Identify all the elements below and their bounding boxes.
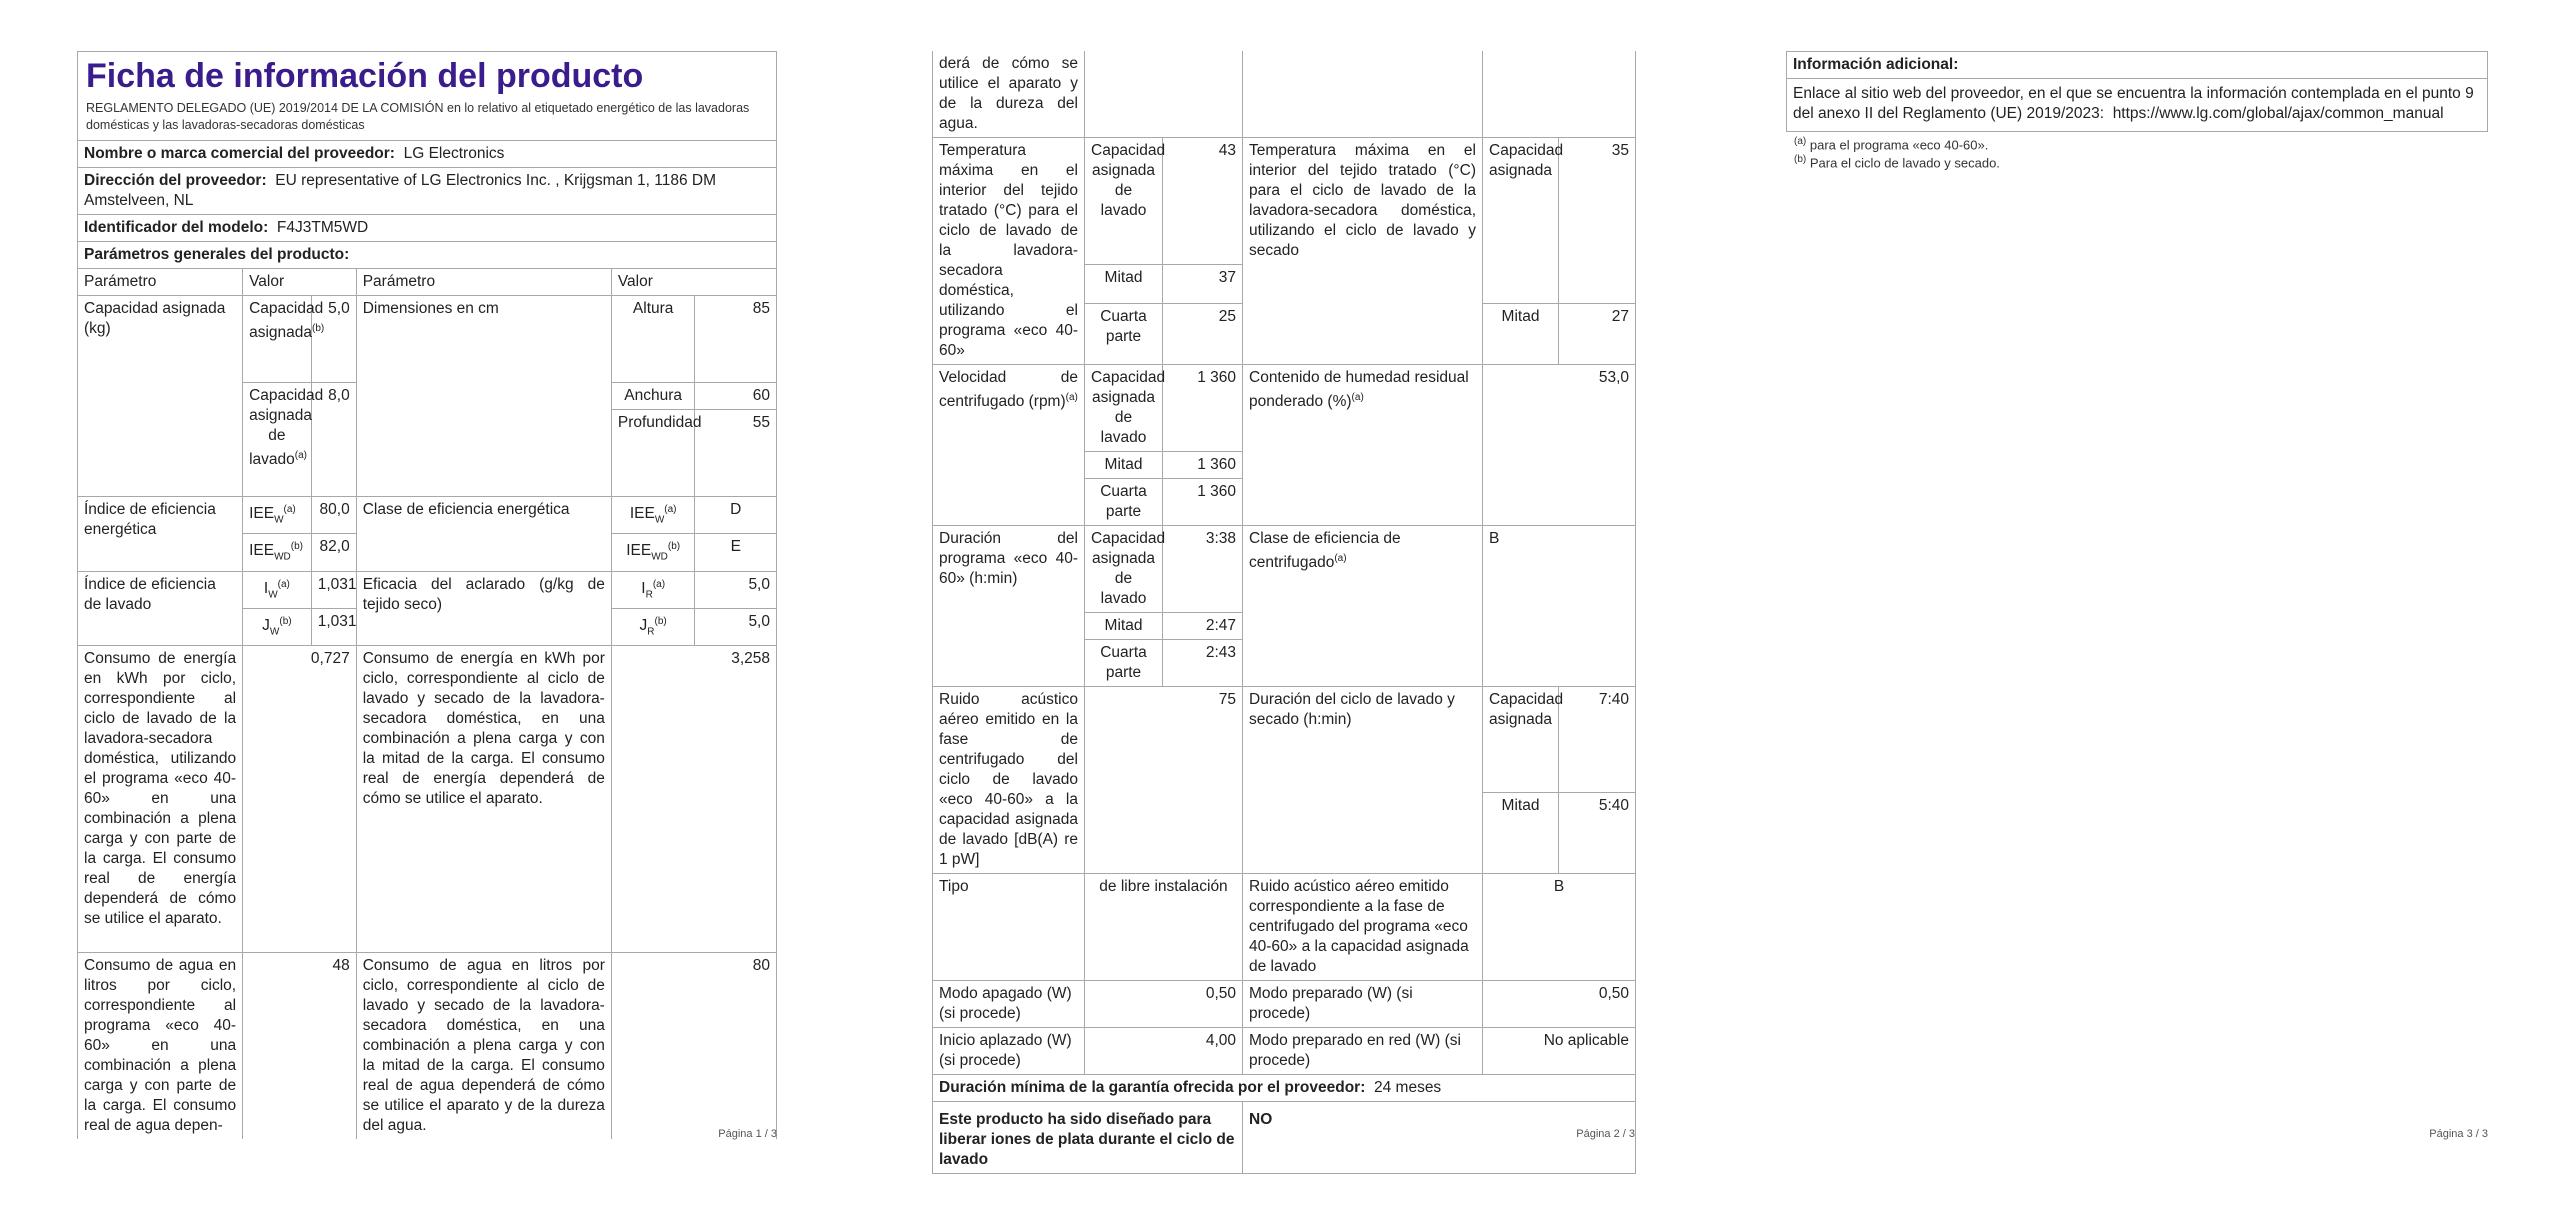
eei-wd-symbol: $IEE_{WD}^{(b)}$ <box>243 534 312 571</box>
water-washdry-label: Consumo de agua en litros por ciclo, correspondiente al ciclo de lavado y secado de la lavadora-secadora doméstica, en una combinación a plena carga y con la mitad de la carga. El consumo real de agua dependerá de cómo se utilice el aparato y de la dureza del agua. <box>356 953 611 1140</box>
spin-rated-value: 1 360 <box>1163 365 1243 452</box>
noise-class-label: Ruido acústico aéreo emitido correspondiente a la fase de centrifugado del programa «eco 40-60» a la capacidad asignada de lavado <box>1243 874 1483 981</box>
temp-washdry-label: Temperatura máxima en el interior del tejido tratado (°C) para el ciclo de lavado de la lavadora-secadora doméstica, utilizando el ciclo de lavado y secado <box>1243 138 1483 365</box>
standby-value: 0,50 <box>1483 981 1636 1028</box>
warranty-row <box>933 1075 1636 1102</box>
page-number-3: Página 3 / 3 <box>2429 1128 2488 1140</box>
washdry-duration-half-label: Mitad <box>1483 793 1559 874</box>
iw-value: 1,031 <box>311 571 356 608</box>
duration-half-value: 2:47 <box>1163 613 1243 640</box>
spin-half-label: Mitad <box>1085 452 1163 479</box>
network-standby-value: No aplicable <box>1483 1028 1636 1075</box>
spin-class-value: B <box>1483 526 1636 687</box>
product-info-table-page2 <box>932 51 1636 1174</box>
spin-half-value: 1 360 <box>1163 452 1243 479</box>
model-row <box>78 215 777 242</box>
additional-info-table <box>1786 51 2488 132</box>
ir-value: 5,0 <box>695 571 777 608</box>
eclass-wd-value: E <box>695 534 777 571</box>
ir-symbol: $I_R^{(a)}$ <box>611 571 695 608</box>
delay-start-label: Inicio aplazado (W) (si procede) <box>933 1028 1085 1075</box>
jw-value: 1,031 <box>311 608 356 645</box>
col-value-1: Valor <box>243 269 357 296</box>
duration-rated-value: 3:38 <box>1163 526 1243 613</box>
duration-rated-label: Capacidad asignada de lavado <box>1085 526 1163 613</box>
temp-washdry-rated-label: Capacidad asignada <box>1483 138 1559 304</box>
eei-w-value: 80,0 <box>311 497 356 534</box>
silver-ions-value: NO <box>1243 1102 1636 1174</box>
height-value: 85 <box>695 296 777 383</box>
page-number-2: Página 2 / 3 <box>1576 1128 1635 1140</box>
jr-symbol: $J_R^{(b)}$ <box>611 608 695 645</box>
eei-label: Índice de eficiencia energética <box>78 497 243 572</box>
spin-quarter-label: Cuarta parte <box>1085 479 1163 526</box>
eclass-wd-symbol: $IEE_{WD}^{(b)}$ <box>611 534 695 571</box>
address-value: EU representative of LG Electronics Inc. , Krijgsman 1, 1186 DM Amstelveen, NL <box>84 172 717 209</box>
depth-label: Profundidad <box>611 410 695 497</box>
type-label: Tipo <box>933 874 1085 981</box>
warranty-label: Duración mínima de la garantía ofrecida por el proveedor: <box>939 1079 1366 1096</box>
energy-wash-label: Consumo de energía en kWh por ciclo, correspondiente al ciclo de lavado de la lavadora-secadora doméstica, utilizando el programa «eco 40-60» en una combinación a plena carga y con parte de la carga. El consumo real de energía dependerá de cómo se utilice el aparato. <box>78 646 243 953</box>
temp-wash-quarter-value: 25 <box>1163 304 1243 365</box>
silver-ions-label: Este producto ha sido diseñado para liberar iones de plata durante el ciclo de lavado <box>933 1102 1243 1174</box>
eclass-w-symbol: $IEE_W^{(a)}$ <box>611 497 695 534</box>
spin-quarter-value: 1 360 <box>1163 479 1243 526</box>
continued-cell-3 <box>1243 51 1483 138</box>
jr-value: 5,0 <box>695 608 777 645</box>
temp-wash-half-label: Mitad <box>1085 264 1163 303</box>
regulation-text: REGLAMENTO DELEGADO (UE) 2019/2014 DE LA COMISIÓN en lo relativo al etiquetado energético de las lavadoras domésticas y las lavadoras-secadoras domésticas <box>86 101 750 132</box>
washdry-duration-label: Duración del ciclo de lavado y secado (h:min) <box>1243 687 1483 874</box>
washdry-duration-rated-label: Capacidad asignada <box>1483 687 1559 793</box>
footnote-a: $^{(a)}$ para el programa «eco 40-60». <box>1794 136 1989 153</box>
general-params-row <box>78 242 777 269</box>
network-standby-label: Modo preparado en red (W) (si procede) <box>1243 1028 1483 1075</box>
additional-info-text: Enlace al sitio web del proveedor, en el que se encuentra la información contemplada en el punto 9 del anexo II del Reglamento (UE) 2019/2023: <box>1793 85 2474 122</box>
energy-wash-value: 0,727 <box>243 646 357 953</box>
address-row <box>78 168 777 215</box>
water-washdry-value: 80 <box>611 953 776 1140</box>
noise-class-value: B <box>1483 874 1636 981</box>
temp-wash-quarter-label: Cuarta parte <box>1085 304 1163 365</box>
page-2 <box>932 0 1635 1207</box>
product-info-table-page1 <box>77 51 777 1139</box>
wash-index-label: Índice de eficiencia de lavado <box>78 571 243 646</box>
additional-info-header <box>1787 52 2488 79</box>
energy-washdry-value: 3,258 <box>611 646 776 953</box>
eei-wd-value: 82,0 <box>311 534 356 571</box>
warranty-value: 24 meses <box>1373 1079 1442 1096</box>
page-3 <box>1786 0 2488 1207</box>
dimensions-label: Dimensiones en cm <box>356 296 611 497</box>
moisture-label: Contenido de humedad residual ponderado (%)$^{(a)}$ <box>1243 365 1483 526</box>
moisture-value: 53,0 <box>1483 365 1636 526</box>
additional-info-label: Información adicional: <box>1793 56 1959 73</box>
capacity-wash-value: 8,0 <box>311 383 356 497</box>
supplier-row <box>78 141 777 168</box>
standby-label: Modo preparado (W) (si procede) <box>1243 981 1483 1028</box>
delay-start-value: 4,00 <box>1085 1028 1243 1075</box>
continued-value-cell <box>1085 51 1243 138</box>
col-value-2: Valor <box>611 269 776 296</box>
additional-info-body <box>1787 79 2488 132</box>
off-mode-value: 0,50 <box>1085 981 1243 1028</box>
water-wash-value: 48 <box>243 953 357 1140</box>
continued-cell-4 <box>1483 51 1636 138</box>
water-wash-label: Consumo de agua en litros por ciclo, correspondiente al programa «eco 40-60» en una combinación a plena carga y con parte de la carga. El consumo real de agua depen- <box>78 953 243 1140</box>
height-label: Altura <box>611 296 695 383</box>
capacity-label: Capacidad asignada (kg) <box>78 296 243 497</box>
supplier-value: LG Electronics <box>403 145 505 162</box>
col-param-1: Parámetro <box>78 269 243 296</box>
page-1 <box>77 0 777 1207</box>
model-value: F4J3TM5WD <box>276 219 369 236</box>
iw-symbol: $I_W^{(a)}$ <box>243 571 312 608</box>
supplier-label: Nombre o marca comercial del proveedor: <box>84 145 395 162</box>
width-label: Anchura <box>611 383 695 410</box>
off-mode-label: Modo apagado (W) (si procede) <box>933 981 1085 1028</box>
footnote-b: $^{(b)}$ Para el ciclo de lavado y secado. <box>1794 154 2000 171</box>
document-title: Ficha de información del producto <box>86 57 644 95</box>
washdry-duration-rated-value: 7:40 <box>1559 687 1636 793</box>
duration-quarter-value: 2:43 <box>1163 640 1243 687</box>
spin-label: Velocidad de centrifugado (rpm)$^{(a)}$ <box>933 365 1085 526</box>
energy-washdry-label: Consumo de energía en kWh por ciclo, correspondiente al ciclo de lavado y secado de la lavadora-secadora doméstica, en una combinación a plena carga y con la mitad de la carga. El consumo real de energía dependerá de cómo se utilice el aparato. <box>356 646 611 953</box>
temp-wash-rated-label: Capacidad asignada de lavado <box>1085 138 1163 265</box>
rinse-label: Eficacia del aclarado (g/kg de tejido seco) <box>356 571 611 646</box>
spin-rated-label: Capacidad asignada de lavado <box>1085 365 1163 452</box>
temp-wash-rated-value: 43 <box>1163 138 1243 265</box>
noise-value: 75 <box>1085 687 1243 874</box>
duration-half-label: Mitad <box>1085 613 1163 640</box>
temp-wash-half-value: 37 <box>1163 264 1243 303</box>
type-value: de libre instalación <box>1085 874 1243 981</box>
jw-symbol: $J_W^{(b)}$ <box>243 608 312 645</box>
capacity-rated-label: Capacidad asignada$^{(b)}$ <box>243 296 312 383</box>
address-label: Dirección del proveedor: <box>84 172 267 189</box>
page-number-1: Página 1 / 3 <box>718 1128 777 1140</box>
spin-class-label: Clase de eficiencia de centrifugado$^{(a)}$ <box>1243 526 1483 687</box>
col-param-2: Parámetro <box>356 269 611 296</box>
temp-wash-label: Temperatura máxima en el interior del tejido tratado (°C) para el ciclo de lavado de la lavadora-secadora doméstica, utilizando el programa «eco 40-60» <box>933 138 1085 365</box>
model-label: Identificador del modelo: <box>84 219 269 236</box>
capacity-wash-label: Capacidad asignada de lavado$^{(a)}$ <box>243 383 312 497</box>
column-header-row <box>78 269 777 296</box>
eclass-w-value: D <box>695 497 777 534</box>
depth-value: 55 <box>695 410 777 497</box>
supplier-url[interactable]: https://www.lg.com/global/ajax/common_manual <box>2112 105 2444 122</box>
duration-quarter-label: Cuarta parte <box>1085 640 1163 687</box>
continued-text: derá de cómo se utilice el aparato y de la dureza del agua. <box>933 51 1085 138</box>
washdry-duration-half-value: 5:40 <box>1559 793 1636 874</box>
general-params-label: Parámetros generales del producto: <box>84 246 350 263</box>
width-value: 60 <box>695 383 777 410</box>
energy-class-label: Clase de eficiencia energética <box>356 497 611 572</box>
eei-w-symbol: $IEE_W^{(a)}$ <box>243 497 312 534</box>
duration-label: Duración del programa «eco 40-60» (h:min) <box>933 526 1085 687</box>
temp-washdry-half-value: 27 <box>1559 304 1636 365</box>
noise-label: Ruido acústico aéreo emitido en la fase de centrifugado del ciclo de lavado «eco 40-60» a la capacidad asignada de lavado [dB(A) re 1 pW] <box>933 687 1085 874</box>
header-cell <box>78 52 777 141</box>
temp-washdry-half-label: Mitad <box>1483 304 1559 365</box>
capacity-rated-value: 5,0 <box>311 296 356 383</box>
temp-washdry-rated-value: 35 <box>1559 138 1636 304</box>
